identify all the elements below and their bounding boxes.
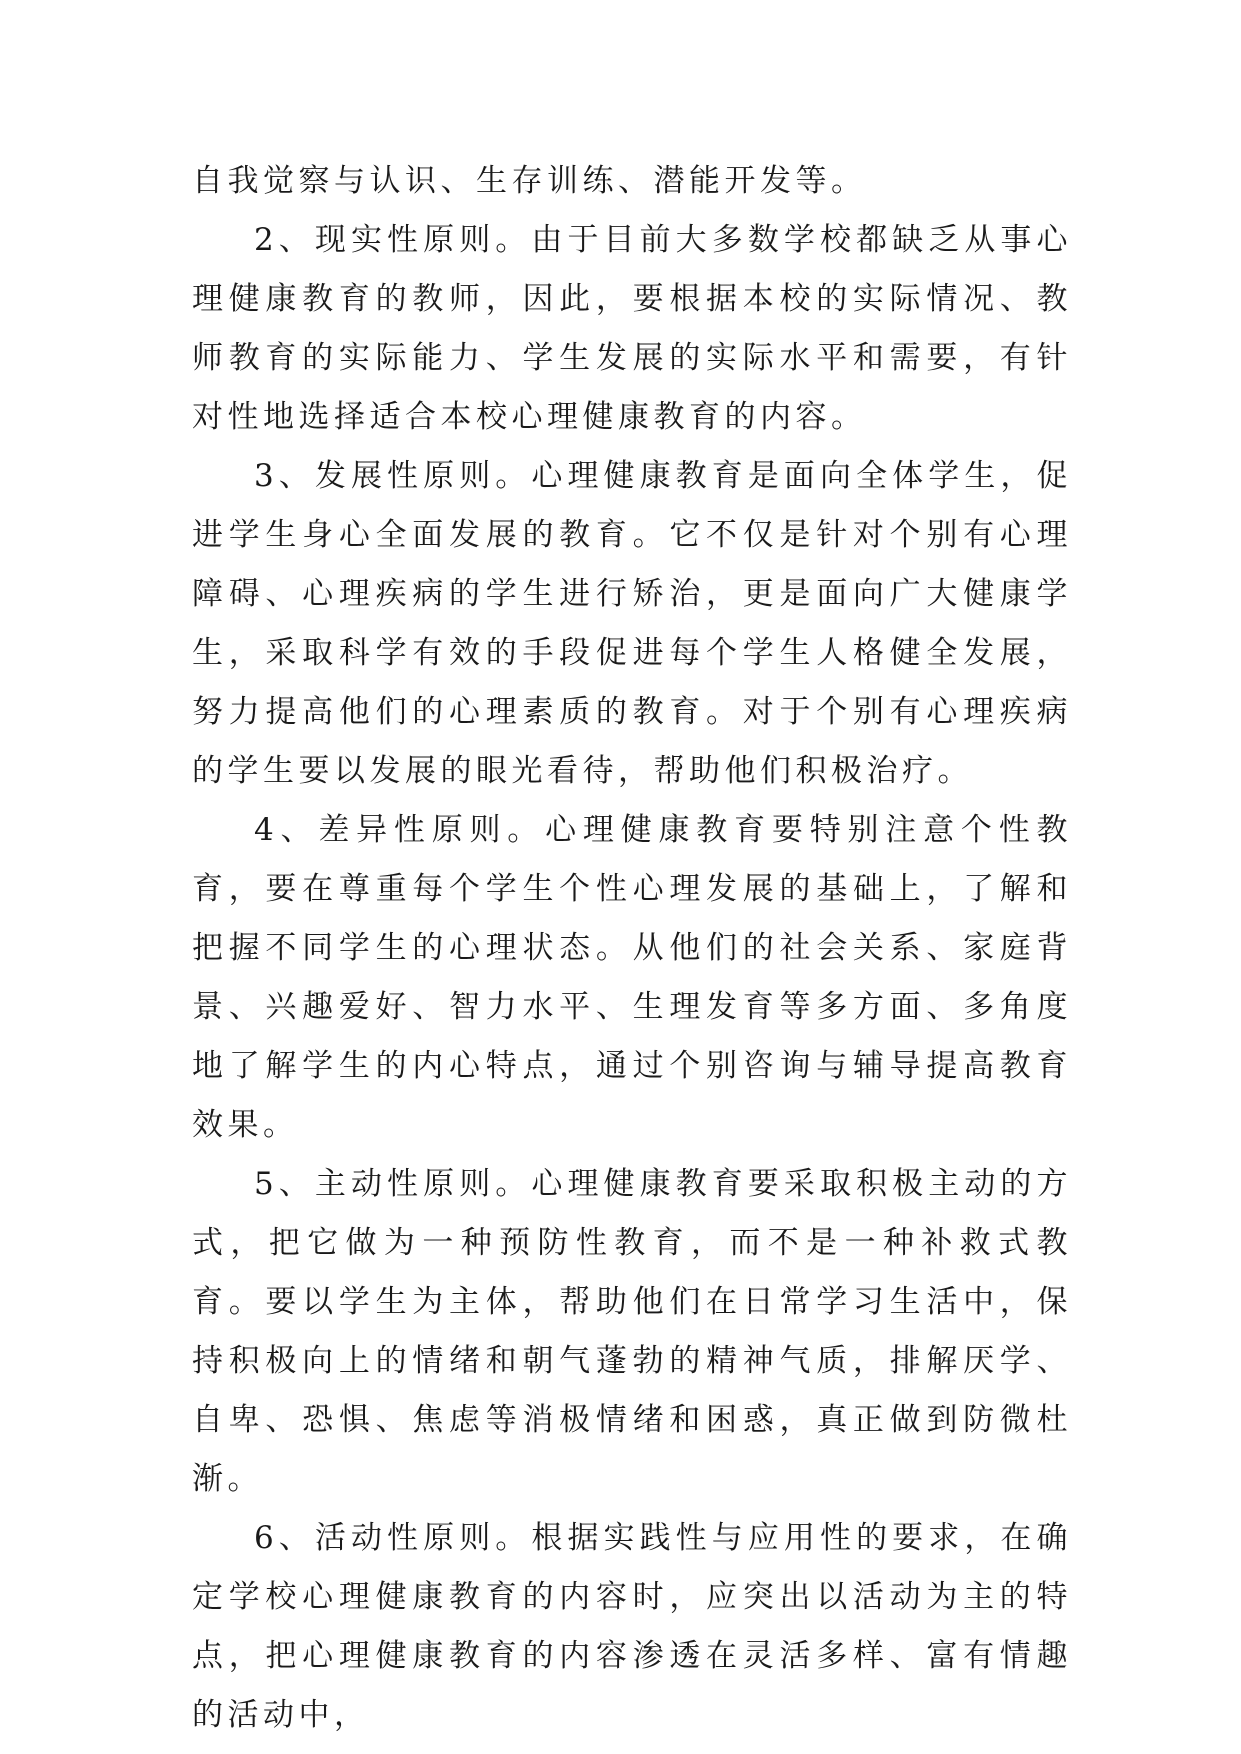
paragraph-principle-3: 3、发展性原则。心理健康教育是面向全体学生，促进学生身心全面发展的教育。它不仅是针对个别有心理障碍、心理疾病的学生进行矫治，更是面向广大健康学生，采取科学有效的手段促进每个学生人格健全发展，努力提高他们的心理素质的教育。对于个别有心理疾病的学生要以发展的眼光看待，帮助他们积极治疗。 <box>192 458 1072 789</box>
paragraph-continuation: 自我觉察与认识、生存训练、潜能开发等。 <box>192 163 867 199</box>
document-body <box>192 152 1072 1745</box>
paragraph-principle-6: 6、活动性原则。根据实践性与应用性的要求，在确定学校心理健康教育的内容时，应突出以活动为主的特点，把心理健康教育的内容渗透在灵活多样、富有情趣的活动中， <box>192 1520 1072 1733</box>
paragraph-principle-5: 5、主动性原则。心理健康教育要采取积极主动的方式，把它做为一种预防性教育，而不是一种补救式教育。要以学生为主体，帮助他们在日常学习生活中，保持积极向上的情绪和朝气蓬勃的精神气质，排解厌学、自卑、恐惧、焦虑等消极情绪和困惑，真正做到防微杜渐。 <box>192 1166 1072 1497</box>
paragraph-principle-4: 4、差异性原则。心理健康教育要特别注意个性教育，要在尊重每个学生个性心理发展的基础上，了解和把握不同学生的心理状态。从他们的社会关系、家庭背景、兴趣爱好、智力水平、生理发育等多方面、多角度地了解学生的内心特点，通过个别咨询与辅导提高教育效果。 <box>192 812 1072 1143</box>
paragraph-principle-2: 2、现实性原则。由于目前大多数学校都缺乏从事心理健康教育的教师，因此，要根据本校的实际情况、教师教育的实际能力、学生发展的实际水平和需要，有针对性地选择适合本校心理健康教育的内容。 <box>192 222 1072 435</box>
